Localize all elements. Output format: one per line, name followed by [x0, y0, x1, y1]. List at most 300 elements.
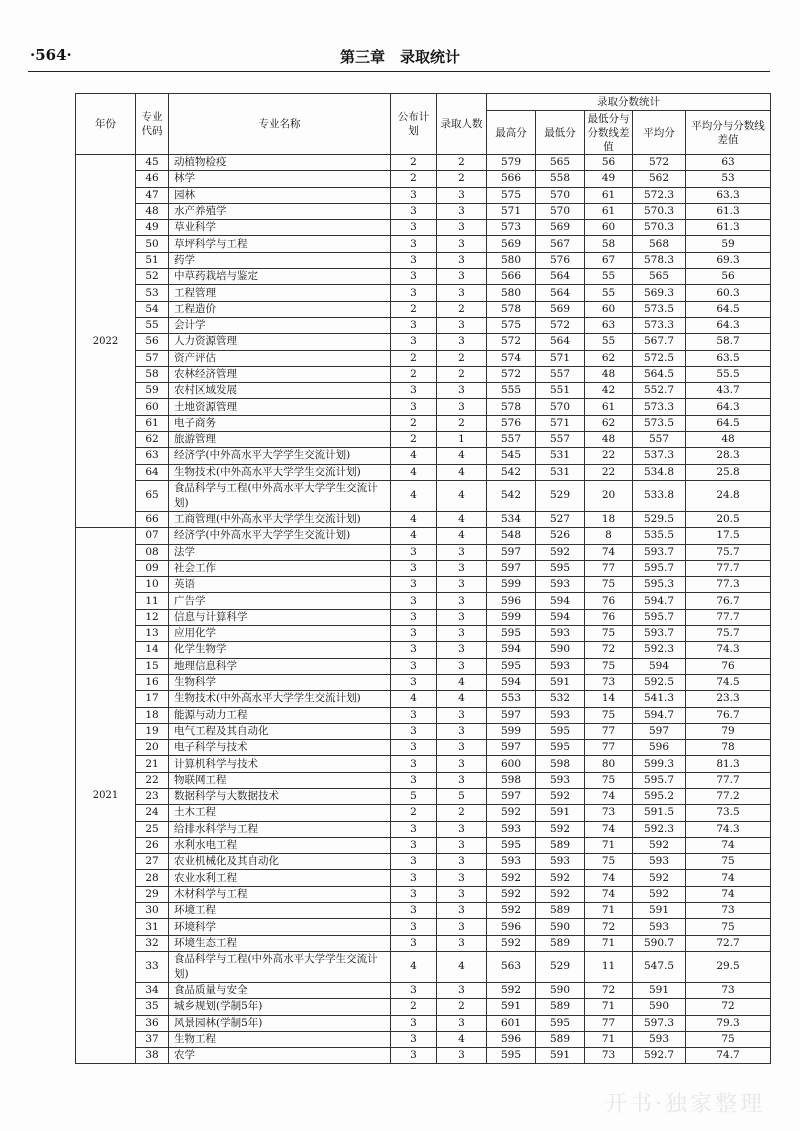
admitted-cell: 3: [437, 658, 487, 674]
name-cell: 给排水科学与工程: [169, 821, 391, 837]
name-cell: 化学生物学: [169, 642, 391, 658]
avg-cell: 557: [633, 432, 686, 448]
chapter-title: 第三章 录取统计: [339, 48, 460, 66]
min-diff-cell: 22: [585, 448, 633, 464]
code-cell: 66: [136, 511, 169, 527]
max-cell: 596: [487, 1031, 536, 1047]
code-cell: 22: [136, 772, 169, 788]
plan-cell: 2: [391, 999, 437, 1015]
avg-diff-cell: 23.3: [686, 691, 771, 707]
plan-cell: 2: [391, 155, 437, 171]
name-cell: 广告学: [169, 593, 391, 609]
code-cell: 16: [136, 674, 169, 690]
table-row: [76, 674, 771, 690]
code-cell: 53: [136, 285, 169, 301]
avg-diff-cell: 61.3: [686, 220, 771, 236]
avg-diff-cell: 72: [686, 999, 771, 1015]
admitted-cell: 3: [437, 642, 487, 658]
table-row: [76, 642, 771, 658]
min-cell: 569: [536, 301, 585, 317]
code-cell: 07: [136, 528, 169, 544]
page-number: ·564·: [30, 46, 72, 64]
min-cell: 591: [536, 1048, 585, 1064]
min-cell: 594: [536, 593, 585, 609]
code-cell: 32: [136, 935, 169, 951]
admitted-cell: 4: [437, 951, 487, 982]
max-cell: 542: [487, 464, 536, 480]
admitted-cell: 3: [437, 740, 487, 756]
avg-diff-cell: 77.7: [686, 772, 771, 788]
code-cell: 31: [136, 919, 169, 935]
name-cell: 环境工程: [169, 903, 391, 919]
min-cell: 592: [536, 788, 585, 804]
min-cell: 592: [536, 886, 585, 902]
table-row: [76, 187, 771, 203]
code-cell: 08: [136, 544, 169, 560]
min-diff-cell: 48: [585, 432, 633, 448]
min-diff-cell: 58: [585, 236, 633, 252]
name-cell: 应用化学: [169, 626, 391, 642]
avg-cell: 592.7: [633, 1048, 686, 1064]
avg-diff-cell: 20.5: [686, 511, 771, 527]
admitted-cell: 2: [437, 155, 487, 171]
admitted-cell: 4: [437, 448, 487, 464]
min-cell: 595: [536, 723, 585, 739]
admitted-cell: 3: [437, 707, 487, 723]
min-diff-cell: 77: [585, 740, 633, 756]
avg-diff-cell: 63: [686, 155, 771, 171]
admitted-cell: 4: [437, 511, 487, 527]
avg-cell: 570.3: [633, 220, 686, 236]
name-cell: 环境生态工程: [169, 935, 391, 951]
min-cell: 591: [536, 805, 585, 821]
year-cell: 2021: [76, 528, 136, 1064]
code-cell: 64: [136, 464, 169, 480]
min-diff-cell: 73: [585, 805, 633, 821]
table-row: [76, 740, 771, 756]
code-cell: 55: [136, 317, 169, 333]
table-row: [76, 999, 771, 1015]
admission-statistics-table: [75, 93, 771, 1064]
avg-cell: 541.3: [633, 691, 686, 707]
code-cell: 10: [136, 577, 169, 593]
avg-diff-cell: 74.7: [686, 1048, 771, 1064]
name-cell: 土地资源管理: [169, 399, 391, 415]
max-cell: 595: [487, 626, 536, 642]
code-cell: 19: [136, 723, 169, 739]
min-diff-cell: 61: [585, 203, 633, 219]
min-diff-cell: 63: [585, 317, 633, 333]
plan-cell: 3: [391, 383, 437, 399]
table-row: [76, 772, 771, 788]
name-cell: 林学: [169, 171, 391, 187]
code-cell: 54: [136, 301, 169, 317]
name-cell: 社会工作: [169, 560, 391, 576]
plan-cell: 2: [391, 350, 437, 366]
admitted-cell: 3: [437, 626, 487, 642]
table-row: [76, 756, 771, 772]
avg-diff-cell: 73: [686, 903, 771, 919]
avg-cell: 565: [633, 269, 686, 285]
admitted-cell: 3: [437, 935, 487, 951]
code-cell: 47: [136, 187, 169, 203]
min-cell: 557: [536, 366, 585, 382]
min-cell: 569: [536, 220, 585, 236]
table-row: [76, 236, 771, 252]
min-cell: 593: [536, 854, 585, 870]
admitted-cell: 3: [437, 837, 487, 853]
max-cell: 566: [487, 269, 536, 285]
max-cell: 592: [487, 935, 536, 951]
max-cell: 601: [487, 1015, 536, 1031]
plan-cell: 3: [391, 593, 437, 609]
name-cell: 城乡规划(学制5年): [169, 999, 391, 1015]
name-cell: 资产评估: [169, 350, 391, 366]
min-cell: 592: [536, 544, 585, 560]
min-cell: 567: [536, 236, 585, 252]
table-row: [76, 886, 771, 902]
code-cell: 65: [136, 480, 169, 511]
plan-cell: 3: [391, 821, 437, 837]
max-cell: 563: [487, 951, 536, 982]
table-row: [76, 383, 771, 399]
plan-cell: 3: [391, 1015, 437, 1031]
avg-diff-cell: 61.3: [686, 203, 771, 219]
admitted-cell: 4: [437, 528, 487, 544]
min-diff-cell: 8: [585, 528, 633, 544]
plan-cell: 3: [391, 707, 437, 723]
max-cell: 597: [487, 560, 536, 576]
plan-cell: 3: [391, 886, 437, 902]
name-cell: 草坪科学与工程: [169, 236, 391, 252]
avg-cell: 593.7: [633, 626, 686, 642]
plan-cell: 4: [391, 464, 437, 480]
min-diff-cell: 73: [585, 674, 633, 690]
min-cell: 576: [536, 252, 585, 268]
plan-cell: 2: [391, 432, 437, 448]
min-cell: 529: [536, 480, 585, 511]
avg-cell: 570.3: [633, 203, 686, 219]
avg-diff-cell: 53: [686, 171, 771, 187]
avg-diff-cell: 17.5: [686, 528, 771, 544]
min-diff-cell: 71: [585, 935, 633, 951]
min-diff-cell: 42: [585, 383, 633, 399]
code-cell: 37: [136, 1031, 169, 1047]
name-cell: 法学: [169, 544, 391, 560]
min-diff-cell: 55: [585, 334, 633, 350]
table-row: [76, 480, 771, 511]
min-cell: 593: [536, 658, 585, 674]
admitted-cell: 2: [437, 366, 487, 382]
avg-diff-cell: 81.3: [686, 756, 771, 772]
avg-cell: 592.5: [633, 674, 686, 690]
min-cell: 593: [536, 577, 585, 593]
max-cell: 592: [487, 886, 536, 902]
code-cell: 25: [136, 821, 169, 837]
admitted-cell: 3: [437, 821, 487, 837]
max-cell: 593: [487, 854, 536, 870]
code-cell: 38: [136, 1048, 169, 1064]
avg-diff-cell: 78: [686, 740, 771, 756]
admitted-cell: 3: [437, 285, 487, 301]
plan-cell: 3: [391, 577, 437, 593]
min-diff-cell: 71: [585, 903, 633, 919]
code-cell: 45: [136, 155, 169, 171]
max-cell: 599: [487, 723, 536, 739]
plan-cell: 2: [391, 366, 437, 382]
code-cell: 61: [136, 415, 169, 431]
name-cell: 数据科学与大数据技术: [169, 788, 391, 804]
min-cell: 558: [536, 171, 585, 187]
avg-cell: 591: [633, 982, 686, 998]
code-cell: 13: [136, 626, 169, 642]
table-row: [76, 870, 771, 886]
name-cell: 环境科学: [169, 919, 391, 935]
max-cell: 599: [487, 577, 536, 593]
max-cell: 571: [487, 203, 536, 219]
min-cell: 598: [536, 756, 585, 772]
avg-cell: 573.3: [633, 317, 686, 333]
table-row: [76, 1015, 771, 1031]
code-cell: 46: [136, 171, 169, 187]
code-cell: 09: [136, 560, 169, 576]
plan-cell: 4: [391, 691, 437, 707]
max-cell: 595: [487, 1048, 536, 1064]
min-diff-cell: 74: [585, 821, 633, 837]
max-cell: 600: [487, 756, 536, 772]
plan-cell: 3: [391, 674, 437, 690]
max-cell: 592: [487, 903, 536, 919]
plan-cell: 3: [391, 935, 437, 951]
plan-cell: 3: [391, 334, 437, 350]
admitted-cell: 1: [437, 432, 487, 448]
col-min-diff: 最低分与分数线差值: [585, 111, 633, 155]
plan-cell: 3: [391, 560, 437, 576]
code-cell: 33: [136, 951, 169, 982]
code-cell: 26: [136, 837, 169, 853]
table-row: [76, 854, 771, 870]
name-cell: 土木工程: [169, 805, 391, 821]
table-row: [76, 723, 771, 739]
min-diff-cell: 75: [585, 772, 633, 788]
admitted-cell: 4: [437, 674, 487, 690]
name-cell: 生物技术(中外高水平大学学生交流计划): [169, 464, 391, 480]
min-diff-cell: 71: [585, 837, 633, 853]
min-diff-cell: 77: [585, 1015, 633, 1031]
table-row: [76, 269, 771, 285]
code-cell: 30: [136, 903, 169, 919]
admitted-cell: 5: [437, 788, 487, 804]
min-cell: 564: [536, 285, 585, 301]
admitted-cell: 2: [437, 999, 487, 1015]
avg-cell: 573.5: [633, 415, 686, 431]
plan-cell: 3: [391, 658, 437, 674]
code-cell: 60: [136, 399, 169, 415]
min-diff-cell: 71: [585, 1031, 633, 1047]
min-diff-cell: 73: [585, 1048, 633, 1064]
max-cell: 599: [487, 609, 536, 625]
admitted-cell: 3: [437, 886, 487, 902]
code-cell: 48: [136, 203, 169, 219]
avg-cell: 592: [633, 837, 686, 853]
avg-cell: 594.7: [633, 707, 686, 723]
max-cell: 580: [487, 252, 536, 268]
header-rule: [28, 71, 770, 72]
col-name: 专业名称: [169, 94, 391, 155]
plan-cell: 3: [391, 609, 437, 625]
plan-cell: 3: [391, 837, 437, 853]
min-diff-cell: 77: [585, 723, 633, 739]
max-cell: 596: [487, 919, 536, 935]
min-diff-cell: 20: [585, 480, 633, 511]
avg-cell: 594.7: [633, 593, 686, 609]
min-cell: 564: [536, 334, 585, 350]
name-cell: 生物工程: [169, 1031, 391, 1047]
avg-diff-cell: 76: [686, 658, 771, 674]
avg-diff-cell: 74: [686, 870, 771, 886]
avg-diff-cell: 76.7: [686, 593, 771, 609]
max-cell: 594: [487, 642, 536, 658]
avg-diff-cell: 56: [686, 269, 771, 285]
plan-cell: 4: [391, 480, 437, 511]
table-body: [76, 155, 771, 1064]
name-cell: 电子科学与技术: [169, 740, 391, 756]
name-cell: 食品质量与安全: [169, 982, 391, 998]
name-cell: 物联网工程: [169, 772, 391, 788]
name-cell: 农村区域发展: [169, 383, 391, 399]
avg-diff-cell: 74.3: [686, 821, 771, 837]
avg-diff-cell: 73.5: [686, 805, 771, 821]
min-cell: 595: [536, 560, 585, 576]
avg-cell: 569.3: [633, 285, 686, 301]
max-cell: 593: [487, 821, 536, 837]
max-cell: 598: [487, 772, 536, 788]
table-row: [76, 707, 771, 723]
col-score-group: 录取分数统计: [487, 94, 771, 111]
avg-cell: 535.5: [633, 528, 686, 544]
plan-cell: 3: [391, 285, 437, 301]
avg-cell: 593: [633, 1031, 686, 1047]
plan-cell: 3: [391, 723, 437, 739]
col-max: 最高分: [487, 111, 536, 155]
max-cell: 566: [487, 171, 536, 187]
min-cell: 590: [536, 982, 585, 998]
plan-cell: 3: [391, 772, 437, 788]
avg-diff-cell: 63.3: [686, 187, 771, 203]
name-cell: 食品科学与工程(中外高水平大学学生交流计划): [169, 480, 391, 511]
name-cell: 农学: [169, 1048, 391, 1064]
min-cell: 531: [536, 448, 585, 464]
admitted-cell: 3: [437, 236, 487, 252]
admitted-cell: 3: [437, 854, 487, 870]
max-cell: 557: [487, 432, 536, 448]
table-row: [76, 609, 771, 625]
admitted-cell: 3: [437, 203, 487, 219]
min-cell: 589: [536, 1031, 585, 1047]
admitted-cell: 3: [437, 870, 487, 886]
name-cell: 水利水电工程: [169, 837, 391, 853]
table-row: [76, 203, 771, 219]
table-row: [76, 626, 771, 642]
plan-cell: 3: [391, 903, 437, 919]
avg-cell: 597: [633, 723, 686, 739]
min-diff-cell: 62: [585, 350, 633, 366]
name-cell: 会计学: [169, 317, 391, 333]
code-cell: 23: [136, 788, 169, 804]
code-cell: 49: [136, 220, 169, 236]
min-cell: 557: [536, 432, 585, 448]
avg-diff-cell: 79.3: [686, 1015, 771, 1031]
admitted-cell: 3: [437, 544, 487, 560]
avg-cell: 591.5: [633, 805, 686, 821]
min-diff-cell: 14: [585, 691, 633, 707]
avg-cell: 567.7: [633, 334, 686, 350]
min-cell: 589: [536, 999, 585, 1015]
avg-diff-cell: 24.8: [686, 480, 771, 511]
admitted-cell: 3: [437, 723, 487, 739]
avg-cell: 572.3: [633, 187, 686, 203]
table-row: [76, 252, 771, 268]
name-cell: 工程造价: [169, 301, 391, 317]
avg-diff-cell: 64.5: [686, 415, 771, 431]
avg-diff-cell: 29.5: [686, 951, 771, 982]
plan-cell: 3: [391, 919, 437, 935]
plan-cell: 3: [391, 1048, 437, 1064]
name-cell: 人力资源管理: [169, 334, 391, 350]
min-diff-cell: 72: [585, 919, 633, 935]
name-cell: 园林: [169, 187, 391, 203]
plan-cell: 5: [391, 788, 437, 804]
name-cell: 农业机械化及其自动化: [169, 854, 391, 870]
table-row: [76, 511, 771, 527]
avg-diff-cell: 77.2: [686, 788, 771, 804]
max-cell: 545: [487, 448, 536, 464]
col-min: 最低分: [536, 111, 585, 155]
max-cell: 595: [487, 837, 536, 853]
admitted-cell: 4: [437, 1031, 487, 1047]
plan-cell: 3: [391, 982, 437, 998]
avg-cell: 595.2: [633, 788, 686, 804]
col-plan: 公布计划: [391, 94, 437, 155]
name-cell: 信息与计算科学: [169, 609, 391, 625]
avg-cell: 573.5: [633, 301, 686, 317]
avg-cell: 595.7: [633, 609, 686, 625]
plan-cell: 2: [391, 301, 437, 317]
min-diff-cell: 60: [585, 301, 633, 317]
table-row: [76, 415, 771, 431]
avg-cell: 596: [633, 740, 686, 756]
code-cell: 20: [136, 740, 169, 756]
min-diff-cell: 18: [585, 511, 633, 527]
max-cell: 597: [487, 544, 536, 560]
table-row: [76, 285, 771, 301]
plan-cell: 3: [391, 1031, 437, 1047]
min-cell: 589: [536, 903, 585, 919]
max-cell: 548: [487, 528, 536, 544]
plan-cell: 3: [391, 854, 437, 870]
name-cell: 英语: [169, 577, 391, 593]
name-cell: 生物技术(中外高水平大学学生交流计划): [169, 691, 391, 707]
avg-cell: 562: [633, 171, 686, 187]
name-cell: 经济学(中外高水平大学学生交流计划): [169, 528, 391, 544]
code-cell: 27: [136, 854, 169, 870]
table-row: [76, 837, 771, 853]
code-cell: 18: [136, 707, 169, 723]
table-row: [76, 903, 771, 919]
avg-cell: 529.5: [633, 511, 686, 527]
table-row: [76, 560, 771, 576]
name-cell: 工程管理: [169, 285, 391, 301]
